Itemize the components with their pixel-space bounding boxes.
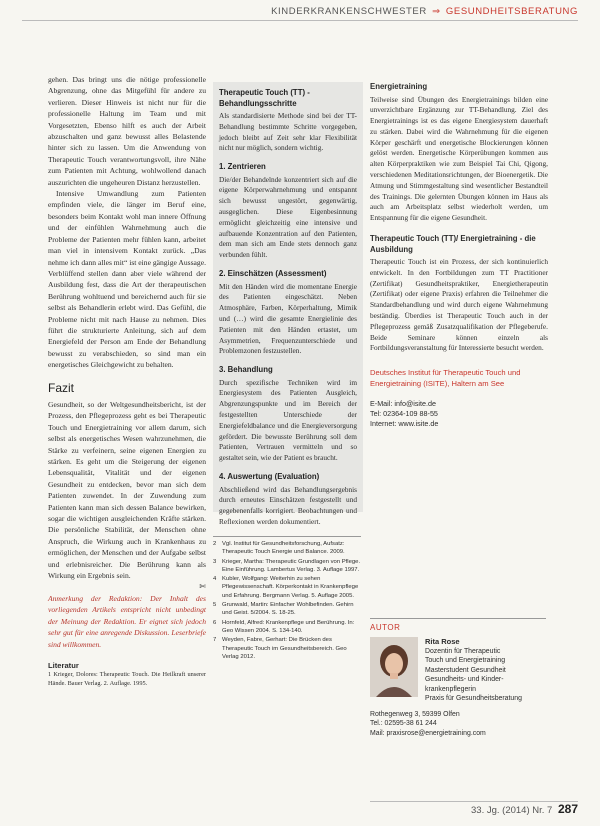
author-details <box>425 637 546 704</box>
author-portrait-icon <box>370 637 418 697</box>
paragraph-3: Gesundheit, so der Weltgesundheitsbericht, ist der Prozess, den Pflegeprozess geht es bei Therapeutic Touch und Energietraining vor allem darum, sich selbst als energetisches Wesen wahrzunehmen, die Stärke zu verfeinern, seine eigenen Energien zu stärken. Es geht um die Steigerung der eigenen Lebensqualität, Vitalität und der eigenen Gesundheit zu entdecken, bevor man sich dem Patienten zuwendet. In der Zuwendung zum Patienten kann man sich dessen Balance bewirken, sogar die wichtigen ausgleichenden Kräfte stärken. Die persönliche Stabilität, der Menschen ohne Anspruch, die Wirkung auch in Krankenhaus zu ermöglichen, der Menschen und der Aufgabe selbst und erlebnisreicher. Die Berührung kann als Wirkung ein Ergebnis sein. <box>48 399 206 581</box>
fazit-heading: Fazit <box>48 380 75 395</box>
training-heading: Therapeutic Touch (TT)/ Energietraining - die Ausbildung <box>370 234 536 254</box>
header-arrow-icon: ⇒ <box>432 6 441 17</box>
reference-item: 7 Weyden, Fabre, Gerhart: Die Brücken des Therapeutic Touch im Gesundheitsbereich. Geo Verlag 2012. <box>213 637 347 660</box>
issue-info: 33. Jg. (2014) Nr. 7 <box>471 805 553 816</box>
box-heading: Therapeutic Touch (TT) - Behandlungsschritte <box>219 88 310 108</box>
treatment-steps-box <box>213 82 363 526</box>
author-photo <box>370 637 418 697</box>
reference-item: 5 Grunwald, Martin: Einfacher Wohlbefinden. Gehirn und Geist. 5/2004. S. 18-25. <box>213 602 354 617</box>
literature-item: 1 Krieger, Dolores: Therapeutic Touch. Die Heilkraft unserer Hände. Bauer Verlag. 2. Auflage. 1995. <box>48 671 206 687</box>
right-column <box>370 82 548 429</box>
running-header <box>271 6 578 17</box>
page-number: 287 <box>557 802 578 816</box>
step-3-heading: 3. Behandlung <box>219 365 273 375</box>
reference-item: 4 Kubler, Wolfgang: Weiterhin zu sehen Pflegewissenschaft. Körperkontakt in Krankenpflege und Erfahrung. Bergmann Verlag. 5. Auflage 2005. <box>213 576 359 599</box>
author-address: Rothegenweg 3, 59399 Olfen Tel.: 02595-38 61 244 Mail: praxisrose@energietraining.com <box>370 710 486 737</box>
references-divider <box>213 536 361 537</box>
box-intro: Als standardisierte Methode sind bei der TT-Behandlung bestimmte Schritte vorgegeben, jedoch bleibt auf Zeit sehr klar Flexibilität nicht nur möglich, sondern wichtig. <box>219 111 357 153</box>
institute-contact: E-Mail: info@isite.de Tel: 02364-109 88-55 Internet: www.isite.de <box>370 399 439 429</box>
author-box <box>370 618 546 738</box>
training-text: Therapeutic Touch ist ein Prozess, der sich kontinuierlich entwickelt. In den Fortbildungen zum TT Practitioner (Zertifikat) Gesundheitspraktiker, Energietherapeutin (Zertifikat) oder eigene Praxis) erfahren die Teilnehmer die Standardbehandlung und wird durch eigene Wahrnehmung beständig. Überdies ist Therapeutic Touch auch in der Pflegeprozess gemäß Zusatzqualifikation der Pflegeberufe. Beide Seminare können einzeln als Fortbildungsveranstaltung für Interessierte besucht werden. <box>370 257 548 353</box>
author-line: Gesundheits- und Kinder- <box>425 676 504 683</box>
paragraph-2: Intensive Umwandlung zum Patienten empfinden viele, die länger im Beruf eine, besonders beim Kontakt wohl man innere Öffnung und der einfühlen Wahrnehmung auch die Probleme der Patienten mehr fühlen kann, arbeitet man viel in intensivem Kontakt zurück. „Das nehme ich dann alles mit“ ist eine gängige Aussage. Verblüffend stellen dann aber viele während der Ausbildung fest, dass die Art der therapeutischen Berührung wohltuend und bereichernd auch für sie selbst als Behandlerin erlebt wird. Das Gefühl, die Probleme nicht mit nach Hause zu nehmen. Dies führt die strukturierte Anleitung, sich auf dem Energiefeld der Person am Ende der Behandlung bewusst zu verabschieden, so sind man ein energetisches Gleichgewicht zu behalten. <box>48 189 206 370</box>
step-4-text: Abschließend wird das Behandlungsergebnis durch erneutes Einschätzen festgestellt und gegebenenfalls korrigiert. Beobachtungen und Reflexionen werden dokumentiert. <box>219 484 357 526</box>
step-1-text: Die/der Behandelnde konzentriert sich auf die eigene Körperwahrnehmung und entspannt sich bewusst ungestört, gegenwärtig, ausgeglichen. Diese Eigenbesinnung ermöglicht gleichzeitig eine intensive und aufbauende Konzentration auf den Patienten, dem man sich am Ende stets dennoch ganz verbunden fühlt. <box>219 174 357 260</box>
step-1-heading: 1. Zentrieren <box>219 162 266 172</box>
page-footer <box>471 802 578 816</box>
reference-item: 3 Krieger, Martha: Therapeutic Grundlagen von Pflege. Eine Einführung. Lambertus Verlag. 3. Auflage 1997. <box>213 558 361 573</box>
author-line: krankenpflegerin <box>425 685 476 693</box>
energy-training-text: Teilweise sind Übungen des Energietrainings bilden eine unverzichtbare Ergänzung zur TT-Behandlung. Ziel des Energietrainings ist es das eigene Energiesystem dauerhaft zu stärken. Dabei wird die Wahrnehmung für die eigenen Körper geschärft und energetische Blockierungen können gelöst werden. Energetische Körperübungen kommen aus alten Körperpraktiken wie zum Beispiel Tai Chi, Qigong, verschiedenen Meditationsrichtungen, der Bioenergetik. Die Atmung und Stimmgestaltung sind wesentlicher Bestandteil des Trainings. Die gelernten Übungen können im Haus als auch am Arbeitsplatz selbst wiederholt werden, um Entspannung für die eigene Gesundheit. <box>370 94 548 223</box>
author-name: Rita Rose <box>425 637 460 646</box>
author-label: AUTOR <box>370 623 401 632</box>
institute-name: Deutsches Institut für Therapeutic Touch und Energietraining (ISITE), Haltern am See <box>370 368 521 388</box>
author-line: Praxis für Gesundheitsberatung <box>425 695 522 702</box>
references-list <box>213 536 361 662</box>
reference-item: 6 Hornfeld, Alfred: Krankenpflege und Berührung. In: Geo Wissen 2004. S. 134-140. <box>213 619 355 634</box>
step-2-text: Mit den Händen wird die momentane Energie des Patienten eingeschätzt. Neben Atmosphäre, Farben, Körperhaltung, Mimik und (…) wird die gesamte Energielinie des Patienten mit den Händen ertastet, um Asymmetrien, Frequenzunterschiede und Problemzonen festzustellen. <box>219 281 357 356</box>
author-line: Touch und Energietraining <box>425 657 506 664</box>
main-column <box>48 74 206 689</box>
end-mark-icon: ✄ <box>199 582 206 592</box>
author-line: Dozentin für Therapeutic <box>425 647 501 655</box>
literature-heading: Literatur <box>48 660 79 670</box>
step-3-text: Durch spezifische Techniken wird im Energiesystem des Patienten Ausgleich, Abgrenzungspunkte und im Bereich der festgestellten Unterschiede der Energiefeldbalance und die Energieversorgung gefördert. Die bewusste Berührung soll dem Patienten, Vertrauen vermitteln und so gestaltet sein, wie der Patient es braucht. <box>219 377 357 463</box>
header-divider <box>22 20 578 21</box>
paragraph-1: gehen. Das bringt uns die nötige professionelle Abgrenzung, ohne das Mitgefühl für andere zu verlieren. Dieser Hinweis ist nicht nur für die professionelle Haltung im Team und mit Vorgesetzten, Ebenso hilft es auch der Arbeit abzuschalten und ganz bewusst alles Belastende hinter sich zu lassen. Um die Anwendung von Therapeutic Touch verantwortungsvoll, ihre Nähe zum Patienten mit Achtung, wohlwollend danach auszurichten die ungeheuren Distanz herzustellen. <box>48 75 206 187</box>
author-line: Masterstudent Gesundheit <box>425 666 506 674</box>
header-section: GESUNDHEITSBERATUNG <box>445 6 578 17</box>
energy-training-heading: Energietraining <box>370 82 428 91</box>
reference-item: 2 Vgl. Institut für Gesundheitsforschung, Aufsatz: Therapeutic Touch Energie und Balance. 2009. <box>213 541 345 556</box>
step-4-heading: 4. Auswertung (Evaluation) <box>219 472 320 482</box>
editor-note: Anmerkung der Redaktion: Der Inhalt des vorliegenden Artikels entspricht nicht unbedingt der Meinung der Redaktion. Er eignet sich jedoch sehr gut für eine anregende Diskussion. Leserbriefe sind willkommen. <box>48 593 206 649</box>
header-journal: KINDERKRANKENSCHWESTER <box>271 6 427 17</box>
step-2-heading: 2. Einschätzen (Assessment) <box>219 269 327 279</box>
